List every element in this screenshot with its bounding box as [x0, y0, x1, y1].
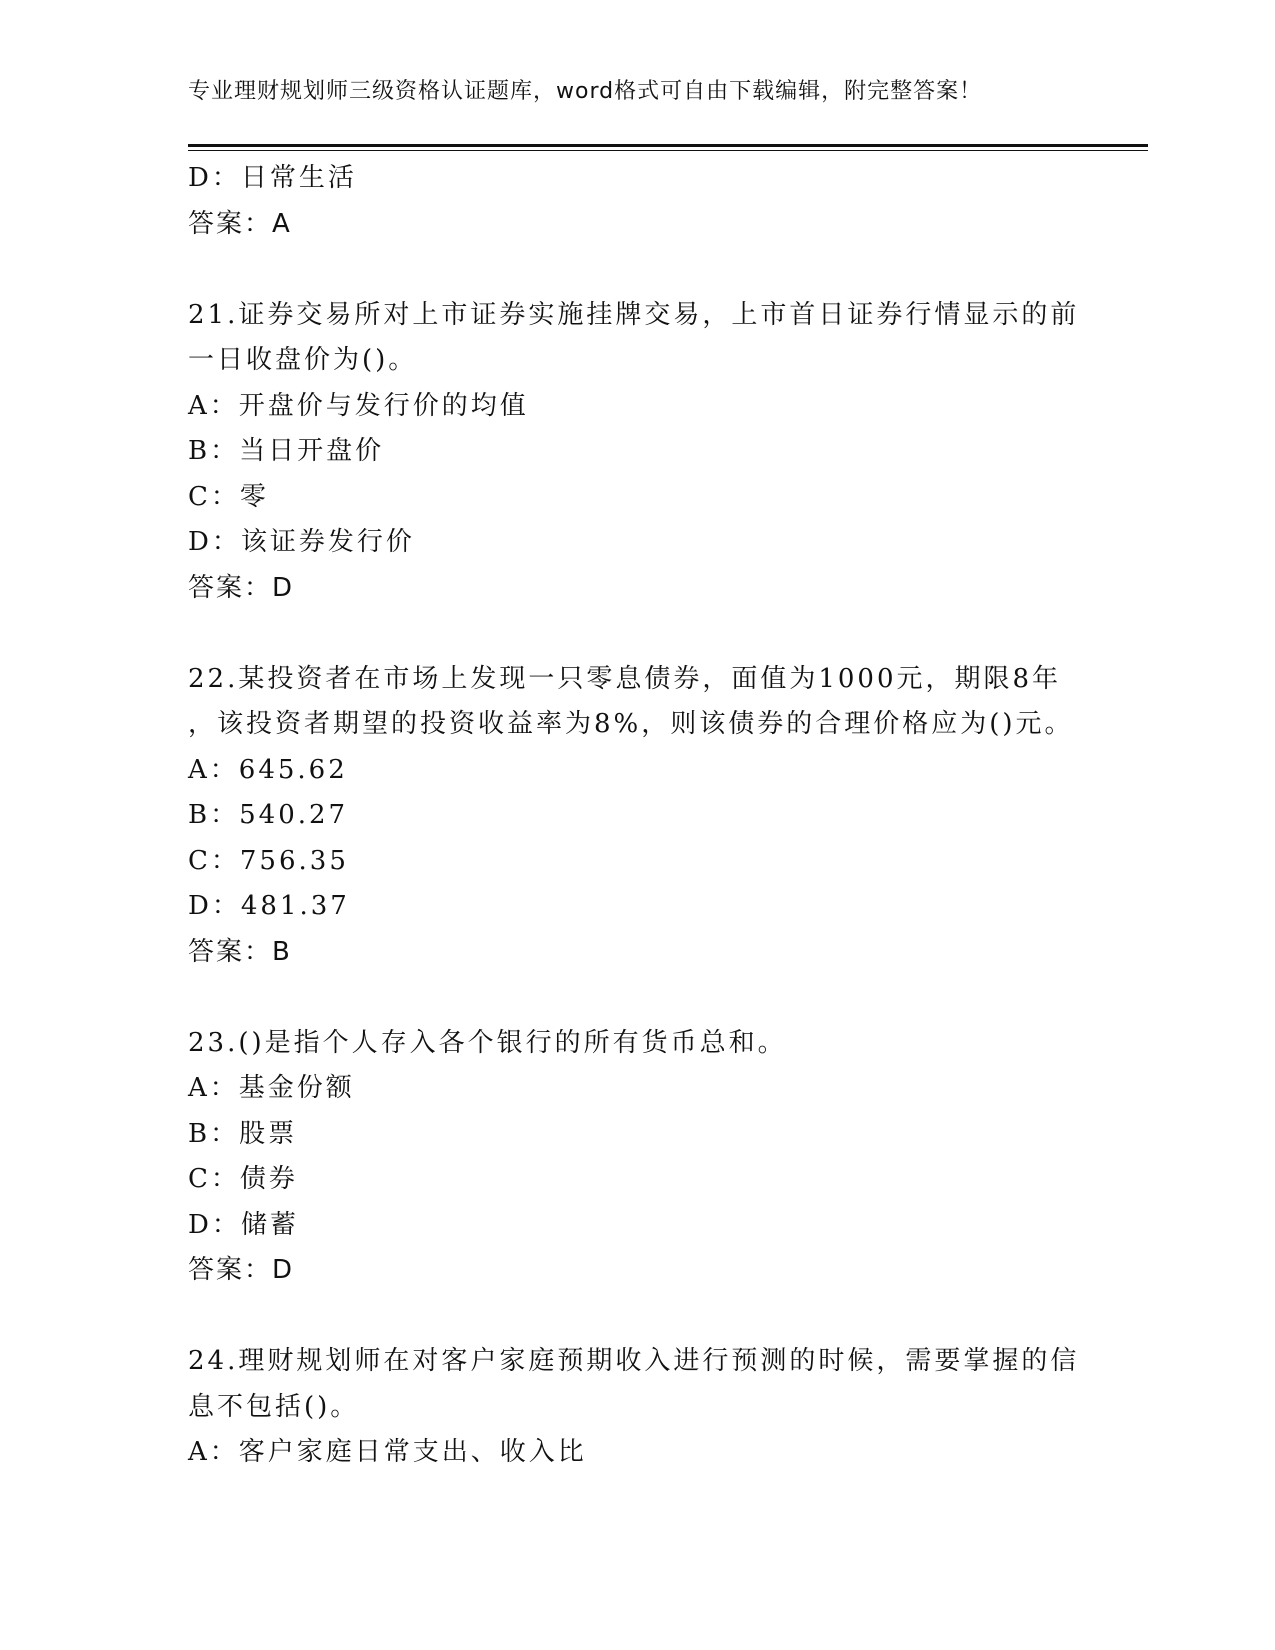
- spacer: [188, 247, 1088, 293]
- header-rule-thin: [188, 150, 1148, 151]
- question-text: 24.理财规划师在对客户家庭预期收入进行预测的时候，需要掌握的信: [188, 1346, 1080, 1376]
- option-d: D：481.37: [188, 891, 350, 921]
- header-rule-thick: [188, 144, 1148, 147]
- question-content: [188, 156, 1088, 1476]
- spacer: [188, 611, 1088, 657]
- option-a: A：客户家庭日常支出、收入比: [188, 1437, 587, 1467]
- option-b: B：股票: [188, 1118, 298, 1149]
- option-d: D：储蓄: [188, 1209, 299, 1240]
- answer-line: 答案：D: [188, 572, 295, 603]
- spacer: [188, 1294, 1088, 1340]
- option-a: A：开盘价与发行价的均值: [188, 390, 529, 421]
- question-24: [188, 1339, 1088, 1476]
- answer-line: 答案：B: [188, 936, 292, 967]
- option-b: B：540.27: [188, 800, 349, 830]
- question-22: [188, 657, 1088, 976]
- option-a: A：645.62: [188, 754, 348, 785]
- question-23: [188, 1021, 1088, 1294]
- option-d: D：该证券发行价: [188, 527, 415, 557]
- option-c: C：756.35: [188, 845, 349, 876]
- page-header: 专业理财规划师三级资格认证题库，word格式可自由下载编辑，附完整答案！: [188, 79, 983, 104]
- option-c: C：零: [188, 481, 269, 512]
- option-a: A：基金份额: [188, 1073, 355, 1103]
- answer-line: 答案：A: [188, 208, 292, 239]
- question-text: 21.证券交易所对上市证券实施挂牌交易，上市首日证券行情显示的前: [188, 299, 1080, 330]
- question-text: ，该投资者期望的投资收益率为8%，则该债券的合理价格应为()元。: [188, 709, 1074, 739]
- option-d: D：日常生活: [188, 163, 357, 193]
- spacer: [188, 975, 1088, 1021]
- question-21: [188, 293, 1088, 612]
- option-b: B：当日开盘价: [188, 436, 385, 466]
- question-text: 22.某投资者在市场上发现一只零息债券，面值为1000元，期限8年: [188, 663, 1062, 694]
- option-c: C：债券: [188, 1164, 298, 1194]
- question-text: 息不包括()。: [188, 1391, 360, 1422]
- question-text: 23.()是指个人存入各个银行的所有货币总和。: [188, 1027, 787, 1058]
- answer-line: 答案：D: [188, 1255, 295, 1285]
- question-text: 一日收盘价为()。: [188, 345, 418, 375]
